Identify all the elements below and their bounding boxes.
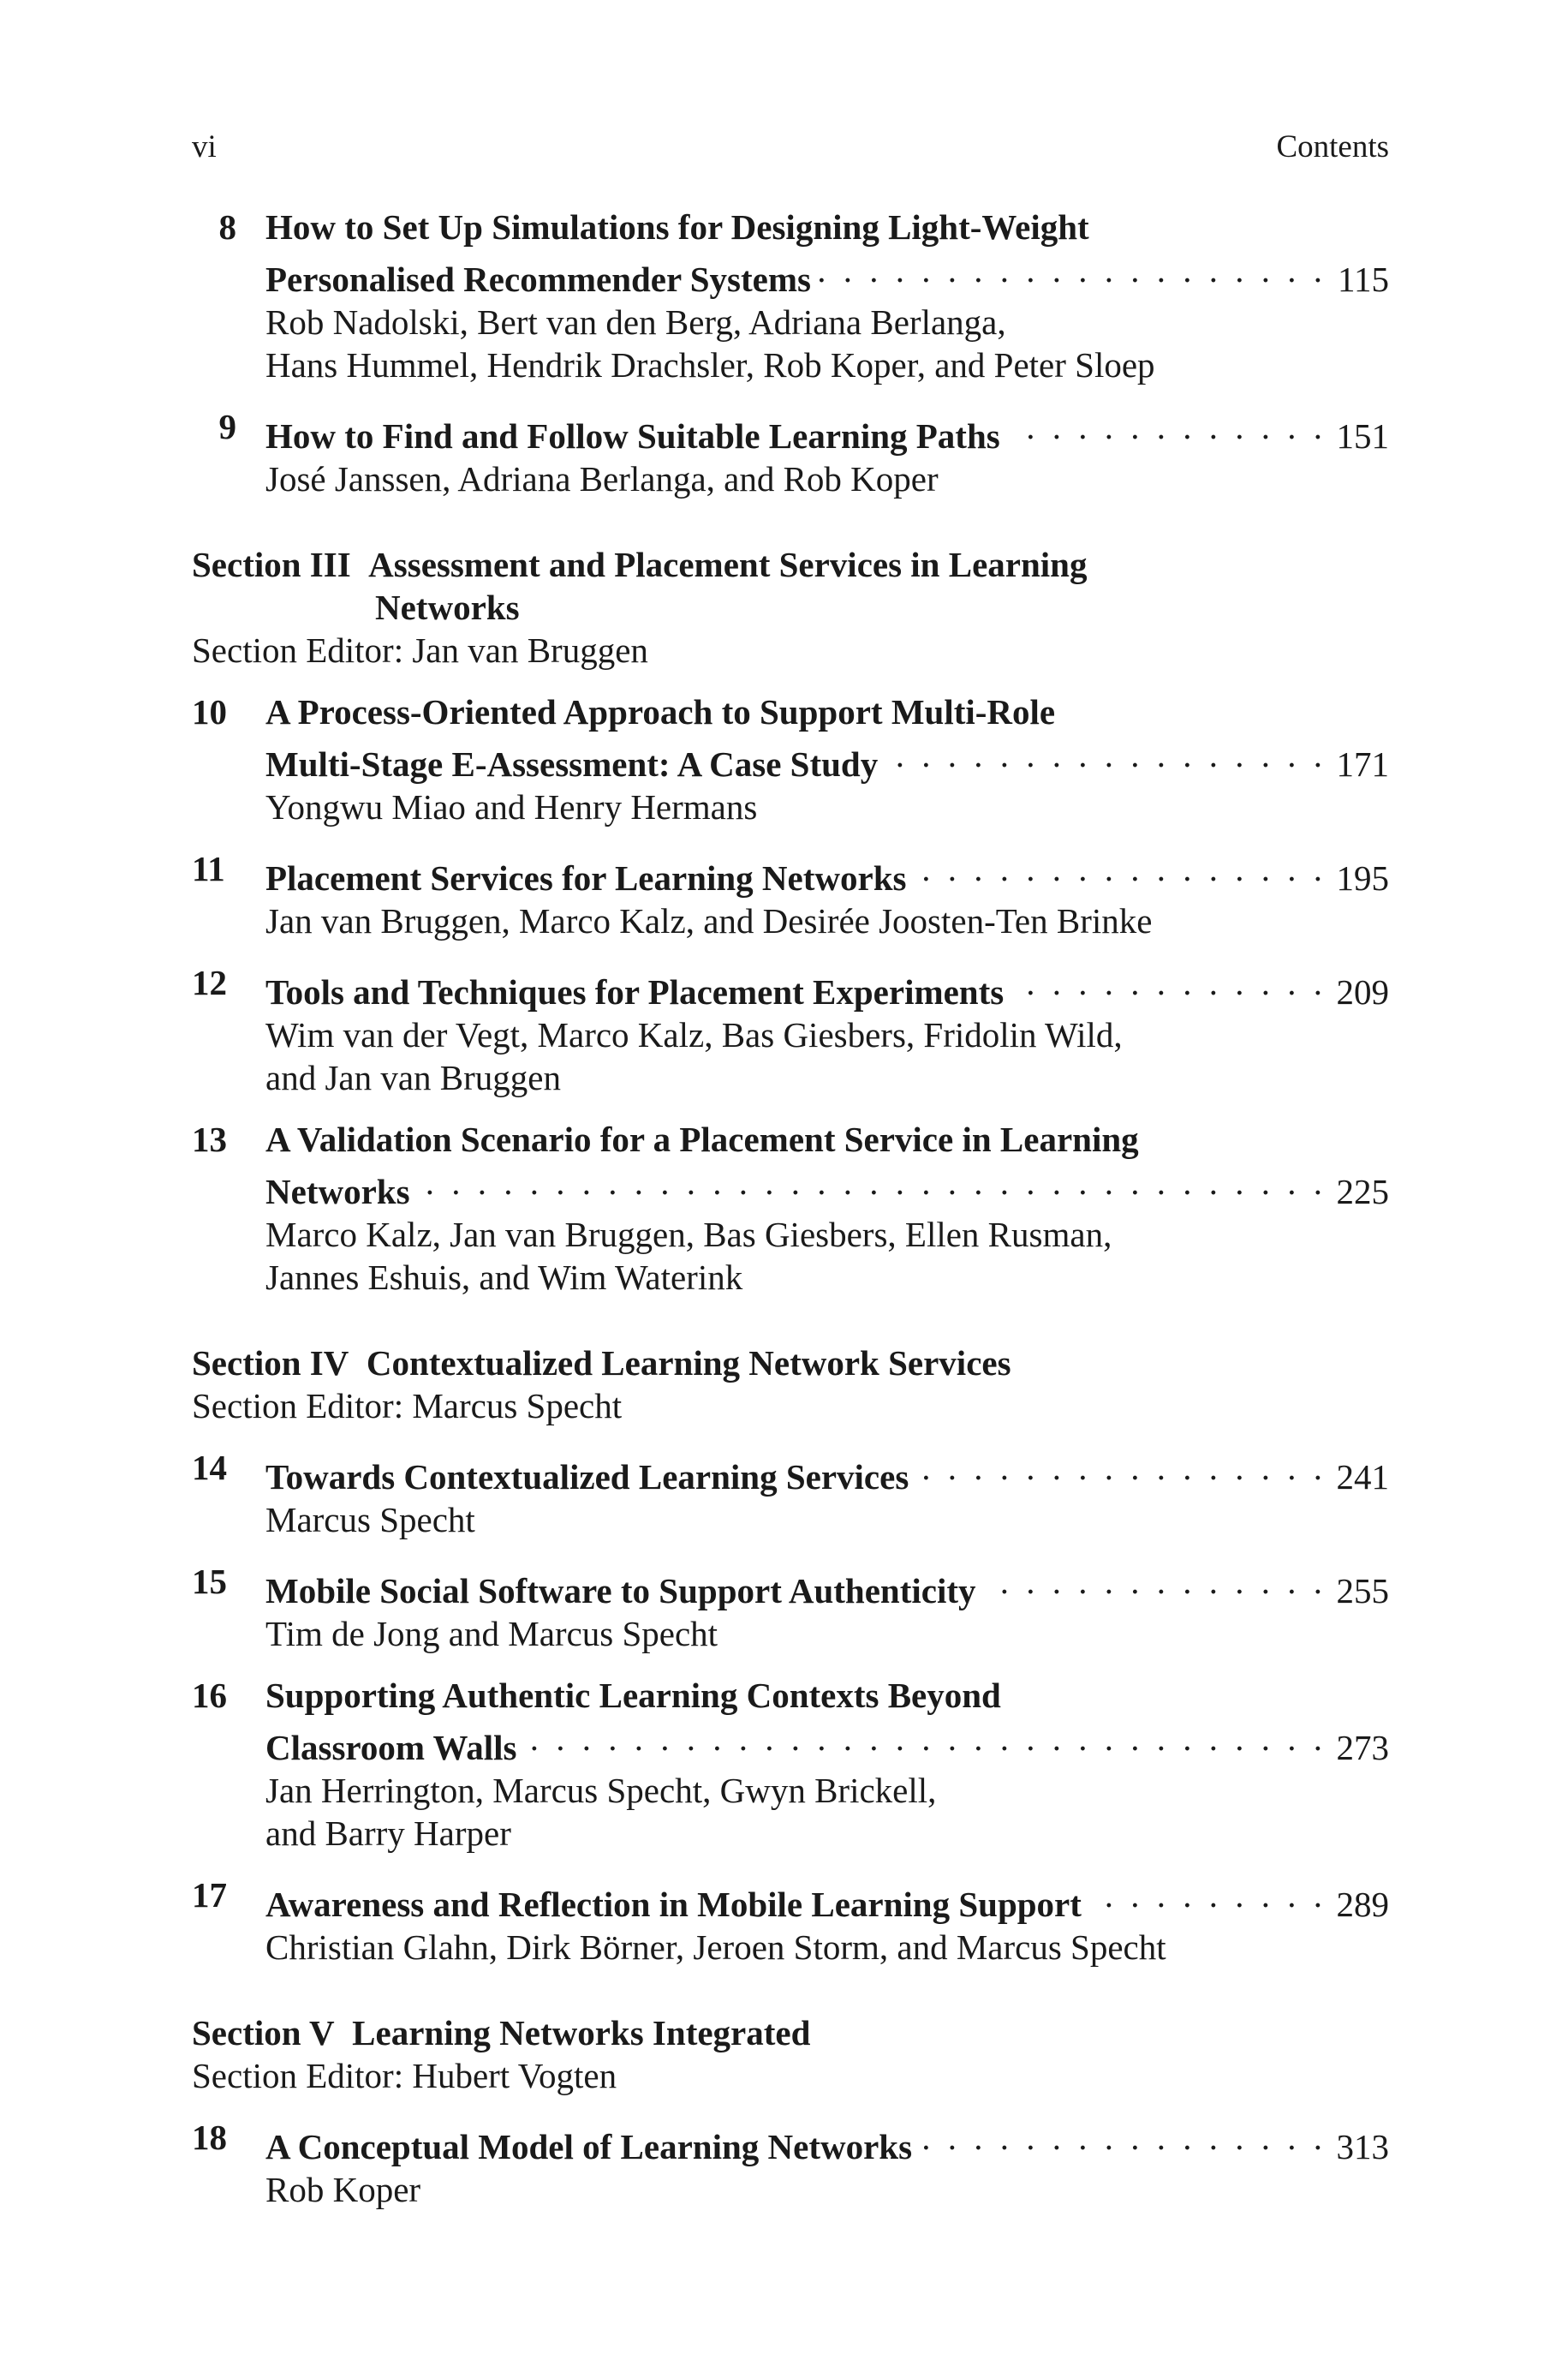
chapter-title-line1: A Validation Scenario for a Placement Service in Learning — [265, 1120, 1139, 1159]
chapter-title-line1: Supporting Authentic Learning Contexts Beyond — [265, 1676, 1001, 1715]
leader-dots — [818, 248, 1322, 291]
chapter-number: 11 — [192, 849, 225, 888]
section-heading-3 — [192, 543, 1389, 672]
chapter-page: 195 — [1336, 858, 1389, 898]
chapter-authors-line2: Hans Hummel, Hendrik Drachsler, Rob Koper, and Peter Sloep — [265, 345, 1155, 385]
chapter-title: Towards Contextualized Learning Services — [265, 1457, 909, 1497]
page-number: vi — [192, 129, 217, 164]
toc-entry-ch8[interactable] — [192, 206, 1389, 386]
toc-entry-ch17[interactable] — [192, 1873, 1389, 1969]
leader-dots — [417, 1161, 1322, 1204]
chapter-authors: Christian Glahn, Dirk Börner, Jeroen Storm, and Marcus Specht — [265, 1927, 1166, 1967]
toc-entry-ch15[interactable] — [192, 1560, 1389, 1655]
chapter-authors-line2: and Jan van Bruggen — [265, 1058, 561, 1097]
leader-dots — [983, 1560, 1323, 1603]
chapter-authors: Jan van Bruggen, Marco Kalz, and Desirée Joosten-Ten Brinke — [265, 901, 1153, 941]
leader-dots — [913, 847, 1322, 890]
chapter-title: How to Find and Follow Suitable Learning Paths — [265, 416, 1000, 456]
leader-dots — [885, 733, 1322, 776]
leader-dots — [524, 1717, 1322, 1760]
table-of-contents — [192, 206, 1389, 2211]
chapter-number: 17 — [192, 1875, 227, 1915]
section-heading-5 — [192, 2011, 1389, 2097]
section-label: Section V — [192, 2013, 335, 2052]
chapter-page: 225 — [1336, 1172, 1389, 1211]
chapter-authors-line2: and Barry Harper — [265, 1813, 511, 1853]
leader-dots — [915, 1446, 1322, 1489]
leader-dots — [1088, 1873, 1322, 1916]
chapter-title-line2: Classroom Walls — [265, 1728, 517, 1767]
chapter-page: 241 — [1336, 1457, 1389, 1497]
chapter-number: 16 — [192, 1676, 227, 1715]
chapter-number: 9 — [218, 407, 236, 446]
chapter-title: Awareness and Reflection in Mobile Learning Support — [265, 1885, 1082, 1924]
chapter-authors-line1: Marco Kalz, Jan van Bruggen, Bas Giesbers, Ellen Rusman, — [265, 1215, 1112, 1254]
chapter-authors: Rob Koper — [265, 2170, 421, 2209]
chapter-number: 10 — [192, 692, 227, 732]
chapter-page: 289 — [1336, 1885, 1389, 1924]
chapter-title: Tools and Techniques for Placement Experiments — [265, 972, 1005, 1012]
section-title: Contextualized Learning Network Services — [366, 1343, 1011, 1383]
chapter-title-line2: Multi-Stage E-Assessment: A Case Study — [265, 744, 879, 784]
chapter-number: 8 — [218, 207, 236, 247]
toc-entry-ch10[interactable] — [192, 690, 1389, 828]
chapter-title: Mobile Social Software to Support Authenticity — [265, 1571, 976, 1610]
chapter-authors-line1: Wim van der Vegt, Marco Kalz, Bas Giesbers, Fridolin Wild, — [265, 1015, 1123, 1055]
toc-entry-ch16[interactable] — [192, 1674, 1389, 1855]
chapter-page: 171 — [1336, 744, 1389, 784]
section-editor: Section Editor: Jan van Bruggen — [192, 630, 648, 670]
toc-entry-ch18[interactable] — [192, 2116, 1389, 2211]
toc-entry-ch12[interactable] — [192, 961, 1389, 1099]
chapter-authors-line2: Jannes Eshuis, and Wim Waterink — [265, 1258, 743, 1297]
chapter-page: 151 — [1336, 416, 1389, 456]
toc-entry-ch14[interactable] — [192, 1446, 1389, 1541]
chapter-title-line1: A Process-Oriented Approach to Support Multi-Role — [265, 692, 1056, 732]
chapter-authors: Yongwu Miao and Henry Hermans — [265, 787, 758, 827]
chapter-number: 14 — [192, 1448, 227, 1487]
chapter-title-line2: Personalised Recommender Systems — [265, 260, 811, 299]
toc-entry-ch13[interactable] — [192, 1118, 1389, 1299]
toc-entry-ch9[interactable] — [192, 405, 1389, 500]
chapter-page: 115 — [1338, 260, 1389, 299]
section-editor: Section Editor: Marcus Specht — [192, 1386, 623, 1425]
toc-entry-ch11[interactable] — [192, 847, 1389, 942]
section-title-line2: Networks — [375, 588, 520, 627]
section-label: Section III — [192, 545, 351, 584]
chapter-number: 15 — [192, 1562, 227, 1601]
chapter-title-line1: How to Set Up Simulations for Designing Light-Weight — [265, 207, 1089, 247]
chapter-number: 12 — [192, 963, 227, 1002]
section-title: Learning Networks Integrated — [352, 2013, 811, 2052]
chapter-title-line2: Networks — [265, 1172, 410, 1211]
chapter-title: A Conceptual Model of Learning Networks — [265, 2127, 913, 2166]
section-heading-4 — [192, 1341, 1389, 1427]
chapter-title: Placement Services for Learning Networks — [265, 858, 907, 898]
chapter-authors-line1: Jan Herrington, Marcus Specht, Gwyn Brickell, — [265, 1771, 937, 1810]
chapter-page: 255 — [1336, 1571, 1389, 1610]
section-title-line1: Assessment and Placement Services in Learning — [368, 545, 1088, 584]
page-header — [192, 128, 1389, 171]
chapter-page: 209 — [1336, 972, 1389, 1012]
chapter-authors: Marcus Specht — [265, 1500, 475, 1539]
chapter-authors: José Janssen, Adriana Berlanga, and Rob Koper — [265, 459, 939, 499]
chapter-page: 313 — [1336, 2127, 1389, 2166]
chapter-number: 13 — [192, 1120, 227, 1159]
chapter-authors: Tim de Jong and Marcus Specht — [265, 1614, 718, 1653]
leader-dots — [1011, 961, 1322, 1004]
chapter-page: 273 — [1336, 1728, 1389, 1767]
section-editor: Section Editor: Hubert Vogten — [192, 2056, 617, 2095]
chapter-number: 18 — [192, 2118, 227, 2157]
leader-dots — [919, 2116, 1322, 2159]
leader-dots — [1007, 405, 1322, 448]
section-label: Section IV — [192, 1343, 349, 1383]
running-title: Contents — [1276, 129, 1389, 164]
chapter-authors-line1: Rob Nadolski, Bert van den Berg, Adriana Berlanga, — [265, 302, 1006, 342]
